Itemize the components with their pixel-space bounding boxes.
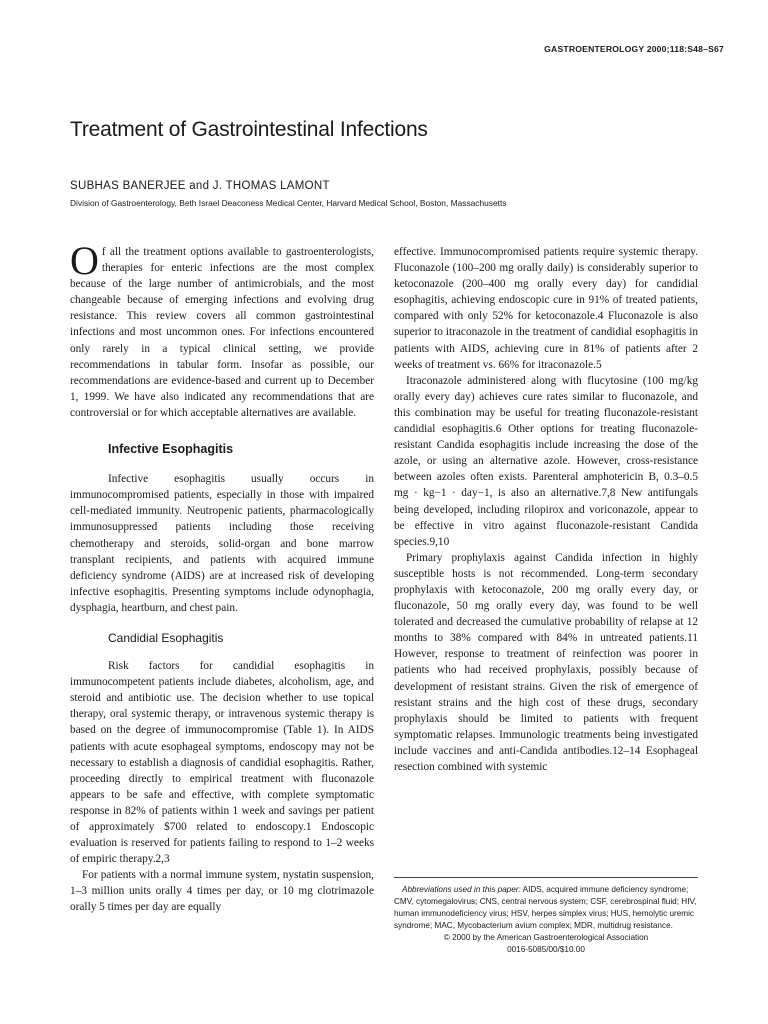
drop-cap: O [70,238,99,283]
intro-text: f all the treatment options available to gastroenterologists, therapies for enteric infections are the most complex because of the large number of antimicrobials, and the most changeable because of emerging infections and evolving drug resistance. This review covers all common gastrointestinal infections and most uncommon ones. For infections encountered only rarely in a typical clinical setting, we provide recommendations in tabular form. Insofar as possible, our recommendations are evidence-based and current up to December 1, 1999. We have also indicated any recommendations that are controversial or for which acceptable alternatives are available. [70,246,374,419]
article-title: Treatment of Gastrointestinal Infections [70,118,428,141]
subsection-heading: Candidial Esophagitis [108,630,224,645]
footnote [394,884,698,956]
running-head: GASTROENTEROLOGY 2000;118:S48–S67 [544,44,724,54]
body-paragraph: Itraconazole administered along with flucytosine (100 mg/kg orally every day) achieves cure rates similar to fluconazole, and this combination may be useful for treating fluconazole-resistant candidial esophagitis.6 Other options for treating fluconazole-resistant Candida esophagitis include increasing the dose of the azole, or using an alternative azole. However, cross-resistance between azoles often exists. Parenteral amphotericin B, 0.3–0.5 mg · kg−1 · day−1, is also an alternative.7,8 New antifungals being developed, including rilopirox and voriconazole, appear to be effective in vitro against fluconazole-resistant Candida species.9,10 [394,374,698,548]
body-paragraph: Risk factors for candidial esophagitis in immunocompetent patients include diabetes, alcoholism, age, and steroid and antibiotic use. The decision whether to use topical therapy, oral systemic therapy, or intravenous systemic therapy is based on the degree of immunocompromise (Table 1). In AIDS patients with acute esophageal symptoms, endoscopy may not be necessary to establish a diagnosis of candidial esophagitis. Rather, proceeding directly to empirical treatment with fluconazole appears to be safe and effective, with complete symptomatic response in 82% of patients within 1 week and savings per patient of approximately $700 related to endoscopy.1 Endoscopic evaluation is reserved for patients failing to respond to 1–2 weeks of empiric therapy.2,3 [70,660,374,866]
abbreviations-label: Abbreviations used in this paper: [402,885,521,894]
intro-paragraph [70,238,374,421]
abbreviations-text: AIDS, acquired immune deficiency syndrome; CMV, cytomegalovirus; CNS, central nervous system; CSF, cerebrospinal fluid; HIV, human immunodeficiency virus; HSV, herpes simplex virus; HUS, hemolytic uremic syndrome; MAC, Mycobacterium avium complex; MDR, multidrug resistance. [394,885,697,930]
left-column [70,238,374,916]
body-paragraph: Primary prophylaxis against Candida infection in highly susceptible hosts is not recommended. Long-term secondary prophylaxis with ketoconazole, 200 mg orally every day, or fluconazole, 50 mg orally every day, was found to be well tolerated and decreased the cumulative probability of relapse at 12 months to 38% compared with 84% in untreated patients.11 However, response to treatment of reinfection was poorer in patients who had received prophylaxis, possibly because of development of resistant strains. Given the risk of emergence of resistant strains and the high cost of these drugs, secondary prophylaxis should be limited to patients with frequent symptomatic relapses. Immunologic treatments being investigated include vaccines and anti-Candida antibodies.12–14 Esophageal resection combined with systemic [394,551,698,773]
body-paragraph: For patients with a normal immune system, nystatin suspension, 1–3 million units orally 4 times per day, or 10 mg clotrimazole orally 5 times per day are equally [70,869,374,914]
copyright: © 2000 by the American Gastroenterological Association [443,933,649,942]
footnote-rule [394,877,698,878]
body-paragraph: effective. Immunocompromised patients require systemic therapy. Fluconazole (100–200 mg orally daily) is considerably superior to ketoconazole (200–400 mg orally every day) for candidial esophagitis, achieving endoscopic cure in 91% of treated patients, compared with only 52% for ketoconazole.4 Fluconazole is also superior to itraconazole in the treatment of candidial esophagitis in patients with AIDS, achieving cure in 81% of patients after 2 weeks of treatment vs. 66% for itraconazole.5 [394,246,698,371]
issn: 0016-5085/00/$10.00 [507,945,585,954]
section-heading: Infective Esophagitis [108,442,234,457]
right-column [394,244,698,775]
body-paragraph: Infective esophagitis usually occurs in immunocompromised patients, especially in those with impaired cell-mediated immunity. Neutropenic patients, pharmacologically immunosuppressed patients including those receiving chemotherapy and steroids, solid-organ and bone marrow transplant recipients, and patients with acquired immune deficiency syndrome (AIDS) are at increased risk of developing infective esophagitis. Presenting symptoms include odynophagia, dysphagia, heartburn, and chest pain. [70,473,374,614]
abbreviations-note [394,884,698,932]
article-authors: SUBHAS BANERJEE and J. THOMAS LAMONT [70,180,330,192]
article-affiliation: Division of Gastroenterology, Beth Israel Deaconess Medical Center, Harvard Medical School, Boston, Massachusetts [70,198,507,208]
